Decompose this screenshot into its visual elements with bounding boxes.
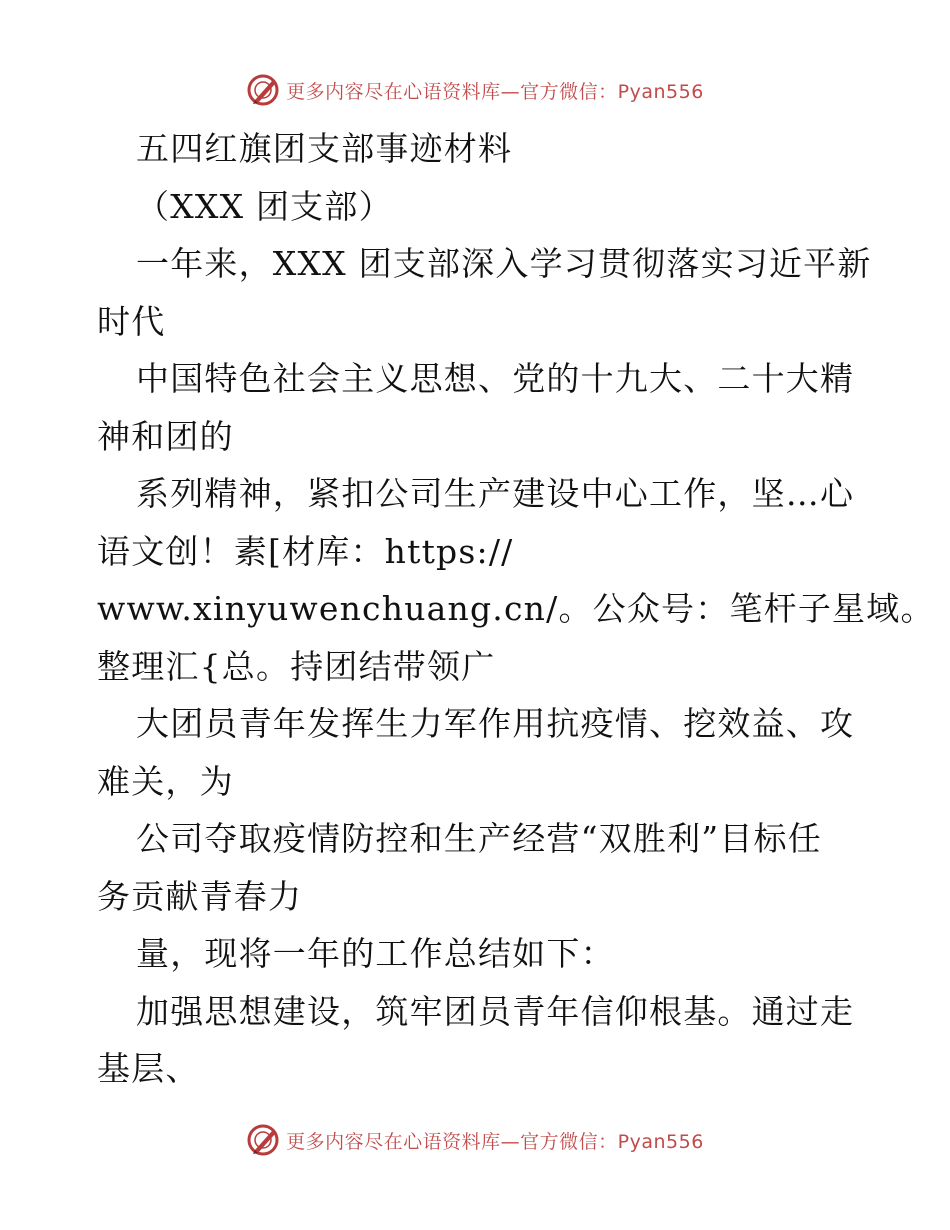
watermark-text: 更多内容尽在心语资料库—官方微信：Pyan556 [286,1130,704,1153]
document-line: 务贡献青春力 [97,876,303,916]
pen-logo-icon [246,1123,280,1157]
document-line: 大团员青年发挥生力军作用抗疫情、挖效益、攻 [136,704,855,743]
document-line: 时代 [97,301,166,341]
header-watermark-banner [0,70,950,110]
footer-watermark [246,1123,704,1157]
document-line: 五四红旗团支部事迹材料 [136,129,513,168]
document-line: 整理汇{总。持团结带领广 [97,646,496,686]
document-line: 一年来，XXX 团支部深入学习贯彻落实习近平新 [136,244,872,283]
document-line: 难关，为 [97,761,234,801]
document-line: 量，现将一年的工作总结如下： [136,934,615,973]
document-line: 语文创！素[材库：https:// [97,531,514,571]
header-watermark [246,73,704,107]
document-line: 公司夺取疫情防控和生产经营“双胜利”目标任 [136,819,822,858]
document-line: 加强思想建设，筑牢团员青年信仰根基。通过走 [136,991,855,1031]
document-line: 中国特色社会主义思想、党的十九大、二十大精 [136,359,855,398]
document-line: www.xinyuwenchuang.cn/。公众号：笔杆子星域。 [97,589,935,628]
document-body [97,120,935,1098]
watermark-text: 更多内容尽在心语资料库—官方微信：Pyan556 [286,80,704,103]
document-line: 神和团的 [97,416,234,456]
footer-watermark-banner [0,1120,950,1160]
document-line: （XXX 团支部） [136,186,393,226]
pen-logo-icon [246,73,280,107]
document-line: 基层、 [97,1049,200,1088]
document-line: 系列精神，紧扣公司生产建设中心工作，坚…心 [136,474,855,513]
